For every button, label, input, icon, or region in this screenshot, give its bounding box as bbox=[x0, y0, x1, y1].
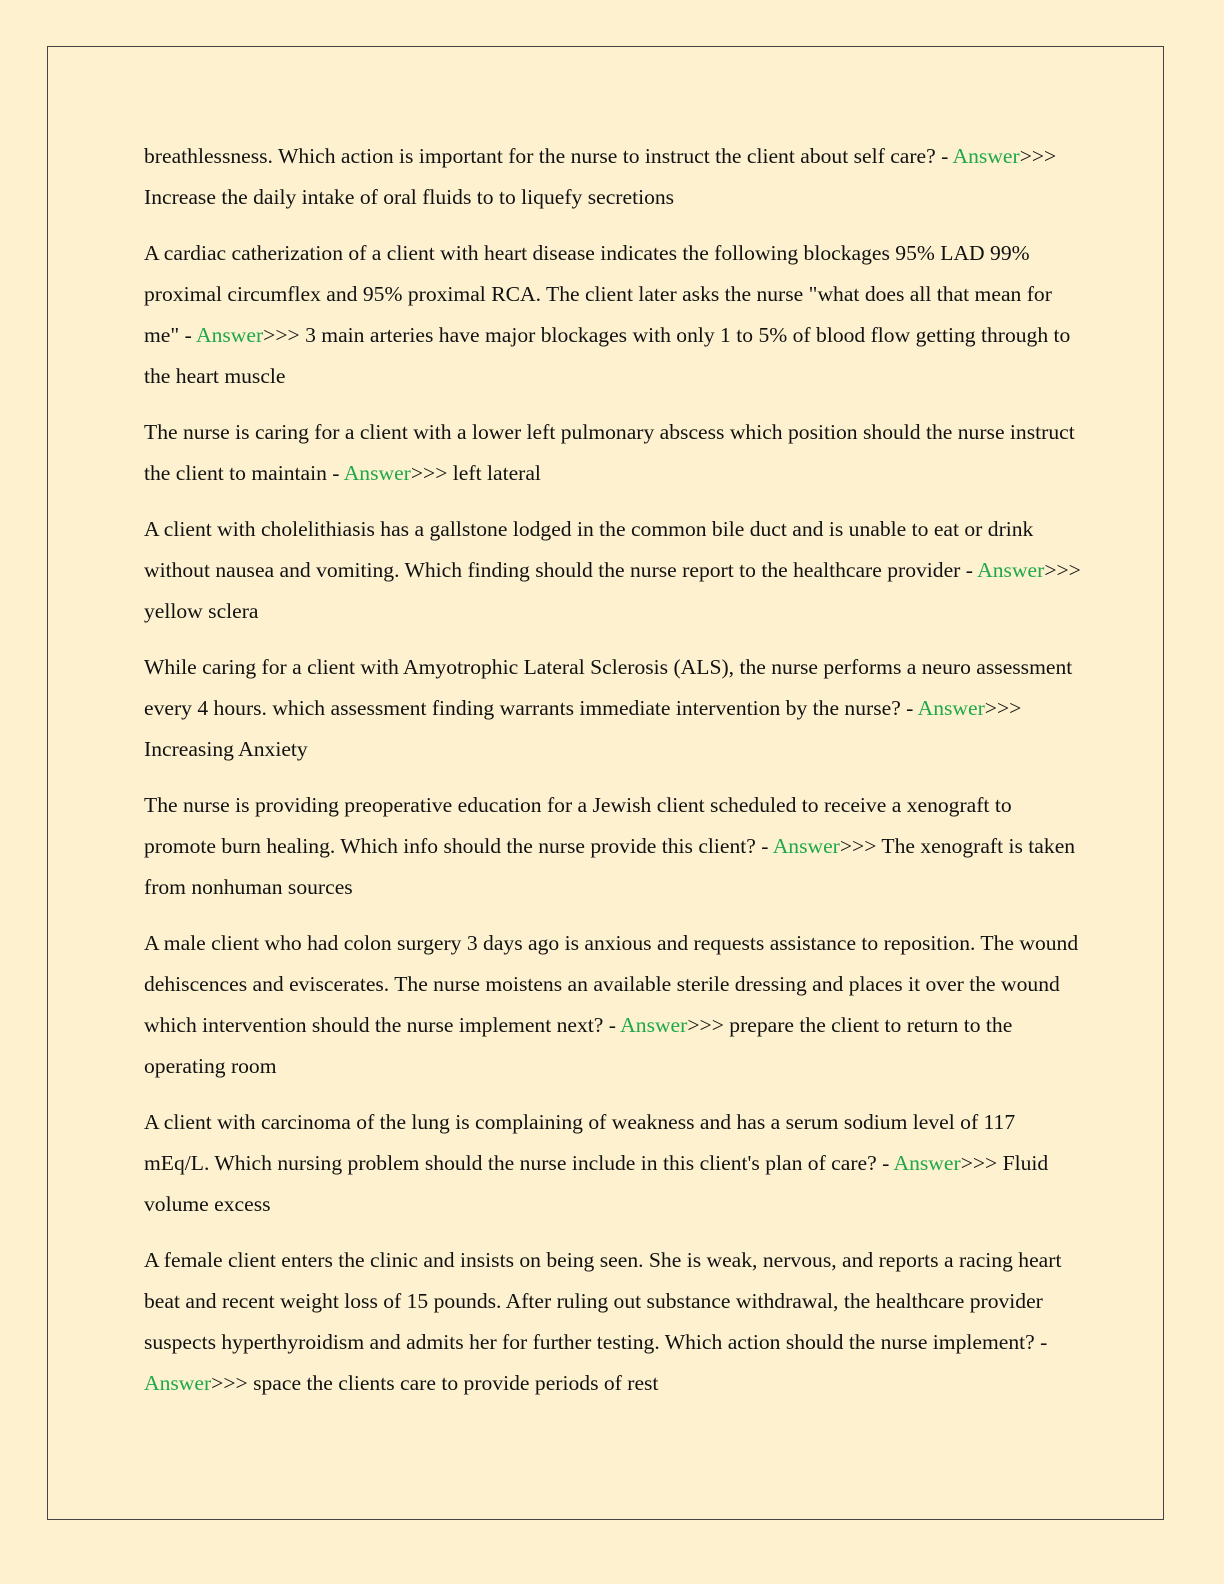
question-text: A female client enters the clinic and insists on being seen. She is weak, nervous, and reports a racing heart beat and recent weight loss of 15 pounds. After ruling out substance withdrawal, the healthcare provider suspects hyperthyroidism and admits her for further testing. Which action should the nurse implement? - bbox=[144, 1248, 1062, 1354]
qa-item-3 bbox=[144, 412, 1084, 494]
qa-item-1 bbox=[144, 136, 1084, 218]
answer-label: Answer bbox=[772, 834, 840, 858]
question-text: A client with carcinoma of the lung is complaining of weakness and has a serum sodium level of 117 mEq/L. Which nursing problem should the nurse include in this client's plan of care? - bbox=[144, 1110, 1016, 1175]
answer-text: >>> space the clients care to provide periods of rest bbox=[211, 1371, 659, 1395]
question-text: While caring for a client with Amyotrophic Lateral Sclerosis (ALS), the nurse performs a neuro assessment every 4 hours. which assessment finding warrants immediate intervention by the nurse? - bbox=[144, 655, 1073, 720]
question-text: A client with cholelithiasis has a gallstone lodged in the common bile duct and is unable to eat or drink without nausea and vomiting. Which finding should the nurse report to the healthcare provider - bbox=[144, 517, 1034, 582]
answer-text: >>> 3 main arteries have major blockages with only 1 to 5% of blood flow getting through to the heart muscle bbox=[144, 323, 1071, 388]
question-text: breathlessness. Which action is important for the nurse to instruct the client about self care? - bbox=[144, 144, 953, 168]
qa-item-8 bbox=[144, 1102, 1084, 1225]
answer-label: Answer bbox=[893, 1151, 961, 1175]
question-text: The nurse is providing preoperative education for a Jewish client scheduled to receive a xenograft to promote burn healing. Which info should the nurse provide this client? - bbox=[144, 793, 1012, 858]
qa-item-9 bbox=[144, 1240, 1084, 1404]
qa-item-2 bbox=[144, 233, 1084, 397]
answer-text: >>> The xenograft is taken from nonhuman sources bbox=[144, 834, 1076, 899]
answer-text: >>> Increasing Anxiety bbox=[144, 696, 1022, 761]
answer-text: >>> Fluid volume excess bbox=[144, 1151, 1049, 1216]
qa-item-6 bbox=[144, 785, 1084, 908]
question-text: A male client who had colon surgery 3 days ago is anxious and requests assistance to reposition. The wound dehiscences and eviscerates. The nurse moistens an available sterile dressing and places it over the wound which intervention should the nurse implement next? - bbox=[144, 931, 1079, 1037]
answer-text: >>> prepare the client to return to the operating room bbox=[144, 1013, 1013, 1078]
document-body bbox=[144, 136, 1084, 1419]
answer-text: >>> Increase the daily intake of oral fluids to to liquefy secretions bbox=[144, 144, 1057, 209]
question-text: The nurse is caring for a client with a lower left pulmonary abscess which position should the nurse instruct the client to maintain - bbox=[144, 420, 1075, 485]
answer-text: >>> yellow sclera bbox=[144, 558, 1081, 623]
answer-label: Answer bbox=[343, 461, 411, 485]
question-text: A cardiac catherization of a client with heart disease indicates the following blockages 95% LAD 99% proximal circumflex and 95% proximal RCA. The client later asks the nurse "what does all that mean for me" - bbox=[144, 241, 1052, 347]
answer-label: Answer bbox=[196, 323, 264, 347]
qa-item-4 bbox=[144, 509, 1084, 632]
answer-label: Answer bbox=[917, 696, 985, 720]
answer-label: Answer bbox=[977, 558, 1045, 582]
answer-label: Answer bbox=[952, 144, 1020, 168]
qa-item-7 bbox=[144, 923, 1084, 1087]
qa-item-5 bbox=[144, 647, 1084, 770]
answer-text: >>> left lateral bbox=[410, 461, 541, 485]
answer-label: Answer bbox=[144, 1371, 212, 1395]
answer-label: Answer bbox=[620, 1013, 688, 1037]
